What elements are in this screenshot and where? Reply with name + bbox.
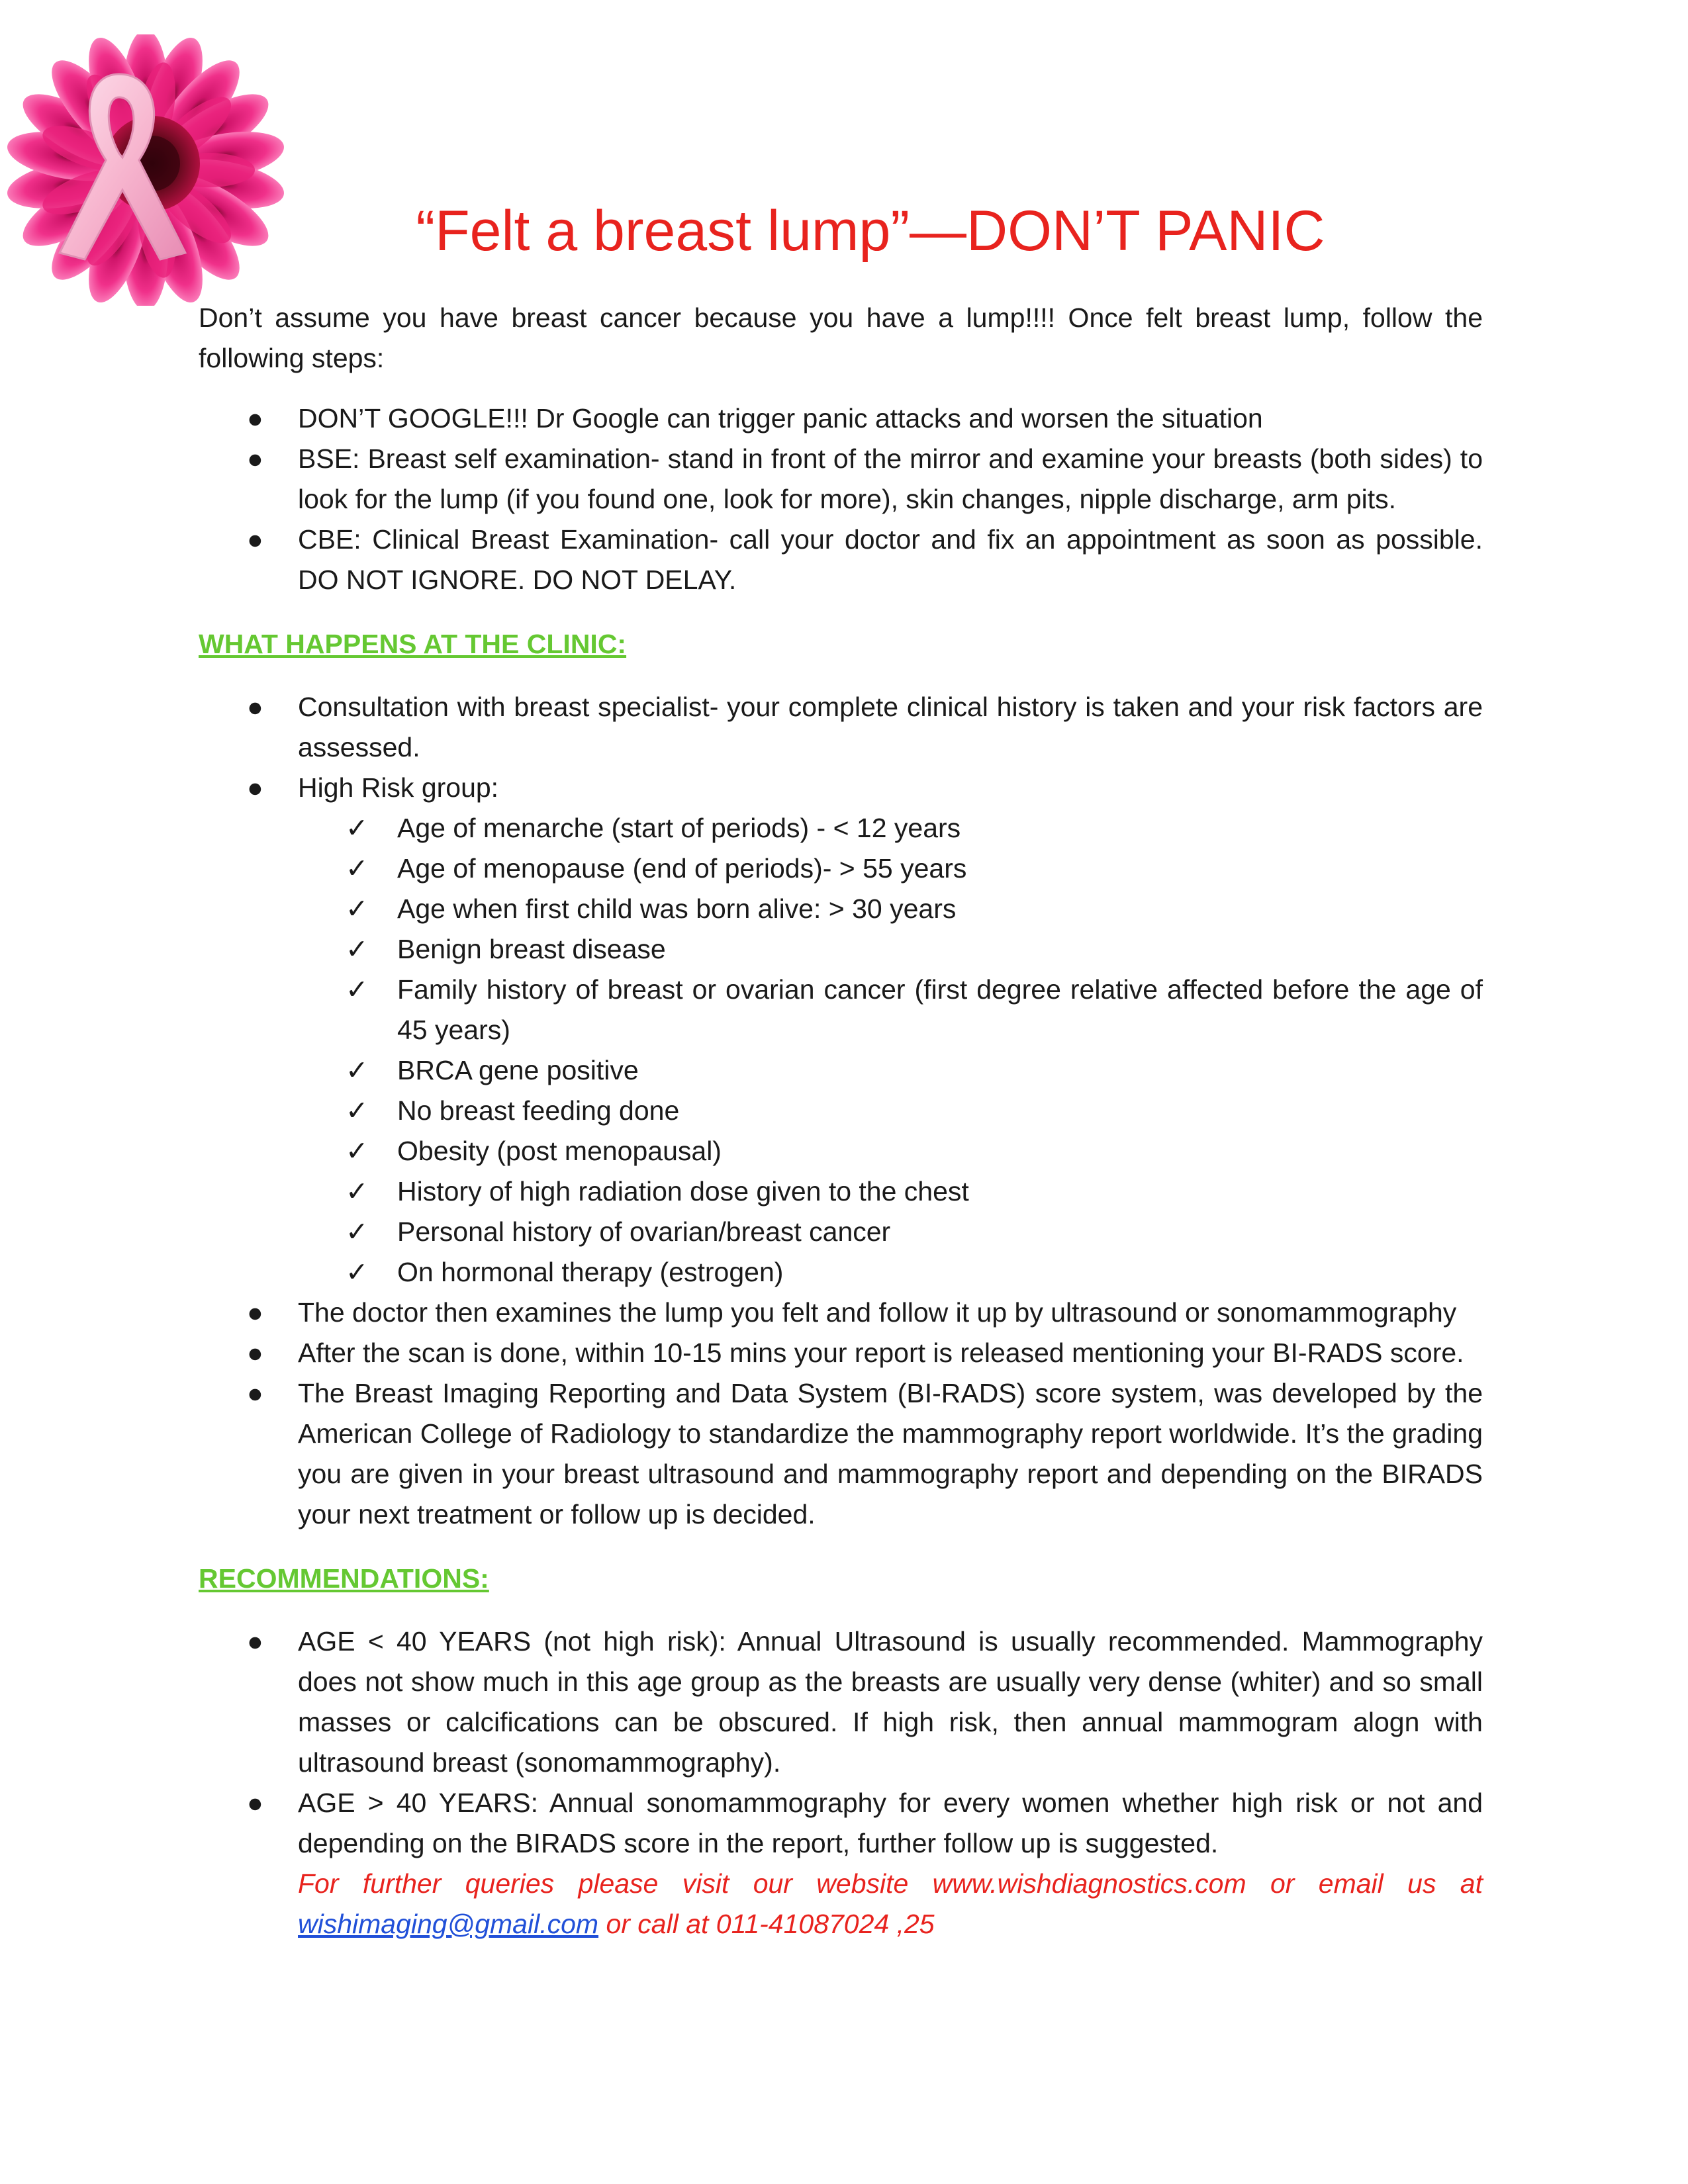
page-title: “Felt a breast lump”—DON’T PANIC [416,199,1325,263]
risk-factor-item: ✓ BRCA gene positive [298,1050,1483,1091]
recommendations-list [199,1621,1483,1944]
checkmark-icon: ✓ [346,1216,369,1247]
list-item: ● DON’T GOOGLE!!! Dr Google can trigger panic attacks and worsen the situation [199,398,1483,439]
risk-factor-item: ✓ History of high radiation dose given to the chest [298,1171,1483,1212]
phone-text: or call at 011-41087024 ,25 [598,1909,935,1939]
document-body [199,298,1483,1944]
checkmark-icon: ✓ [346,893,369,924]
bullet-icon: ● [247,403,263,433]
clinic-list [199,687,1483,1535]
bullet-icon: ● [247,1297,263,1328]
bullet-icon: ● [247,1626,263,1657]
risk-factor-item: ✓ Age of menarche (start of periods) - < 12 years [298,808,1483,848]
bullet-icon: ● [247,772,263,803]
checkmark-icon: ✓ [346,1176,369,1206]
checkmark-icon: ✓ [346,934,369,964]
risk-factor-item: ✓ On hormonal therapy (estrogen) [298,1252,1483,1293]
bullet-icon: ● [247,1378,263,1408]
bullet-icon: ● [247,524,263,555]
bullet-icon: ● [247,1788,263,1818]
steps-list [199,398,1483,600]
list-item: ● BSE: Breast self examination- stand in front of the mirror and examine your breasts (both sides) to look for the lump (if you found one, look for more), skin changes, nipple discharge, arm pits. [199,439,1483,520]
recommendations-heading: RECOMMENDATIONS: [199,1563,489,1594]
checkmark-icon: ✓ [346,1257,369,1287]
list-item: ● After the scan is done, within 10-15 mins your report is released mentioning your BI-RADS score. [199,1333,1483,1373]
bullet-icon: ● [247,443,263,474]
checkmark-icon: ✓ [346,1136,369,1166]
checkmark-icon: ✓ [346,853,369,884]
checkmark-icon: ✓ [346,974,369,1005]
list-item: ● AGE > 40 YEARS: Annual sonomammography for every women whether high risk or not and depending on the BIRADS score in the report, further follow up is suggested. For further queries please visit our website www.wishdiagnostics.com or email us at wishimaging@gmail.com or call at 011-41087024 ,25 [199,1783,1483,1944]
list-item: ● The doctor then examines the lump you felt and follow it up by ultrasound or sonomammography [199,1293,1483,1333]
risk-factor-item: ✓ Obesity (post menopausal) [298,1131,1483,1171]
bullet-icon: ● [247,692,263,722]
checkmark-icon: ✓ [346,1095,369,1126]
list-item: ● AGE < 40 YEARS (not high risk): Annual Ultrasound is usually recommended. Mammography does not show much in this age group as the breasts are usually very dense (whiter) and so small masses or calcifications can be obscured. If high risk, then annual mammogram alogn with ultrasound breast (sonomammography). [199,1621,1483,1783]
contact-info [298,1864,1483,1944]
checkmark-icon: ✓ [346,813,369,843]
email-link[interactable]: wishimaging@gmail.com [298,1909,599,1939]
clinic-heading: WHAT HAPPENS AT THE CLINIC: [199,629,627,659]
list-item: ● Consultation with breast specialist- your complete clinical history is taken and your risk factors are assessed. [199,687,1483,768]
contact-text: For further queries please visit our website www.wishdiagnostics.com or email us at [298,1868,1483,1899]
risk-factor-item: ✓ Age of menopause (end of periods)- > 55 years [298,848,1483,889]
risk-factor-item: ✓ Benign breast disease [298,929,1483,970]
risk-factor-item: ✓ Age when first child was born alive: > 30 years [298,889,1483,929]
risk-factor-item: ✓ No breast feeding done [298,1091,1483,1131]
risk-factor-item: ✓ Personal history of ovarian/breast cancer [298,1212,1483,1252]
risk-factor-item: ✓ Family history of breast or ovarian cancer (first degree relative affected before the age of 45 years) [298,970,1483,1050]
list-item: ● High Risk group: ✓ Age of menarche (start of periods) - < 12 years ✓ Age of menopause (end of periods)- > 55 years ✓ Age when first child was born alive: > 30 years ✓ Benign breast disease ✓ Family history of breast or ovarian cancer (first degree relative affected before the age of 45 years) ✓ BRCA gene positive ✓ No breast feeding done ✓ Obesity (post menopausal) ✓ History of high radiation dose given to the chest ✓ Personal history of ovarian/breast cancer ✓ On hormonal therapy (estrogen) [199,768,1483,1293]
list-item: ● The Breast Imaging Reporting and Data System (BI-RADS) score system, was developed by the American College of Radiology to standardize the mammography report worldwide. It’s the grading you are given in your breast ultrasound and mammography report and depending on the BIRADS your next treatment or follow up is decided. [199,1373,1483,1535]
risk-factors-list [298,808,1483,1293]
pink-ribbon-flower-icon [7,34,285,306]
checkmark-icon: ✓ [346,1055,369,1085]
intro-paragraph: Don’t assume you have breast cancer because you have a lump!!!! Once felt breast lump, follow the following steps: [199,302,1483,373]
list-item: ● CBE: Clinical Breast Examination- call your doctor and fix an appointment as soon as possible. DO NOT IGNORE. DO NOT DELAY. [199,520,1483,600]
bullet-icon: ● [247,1338,263,1368]
